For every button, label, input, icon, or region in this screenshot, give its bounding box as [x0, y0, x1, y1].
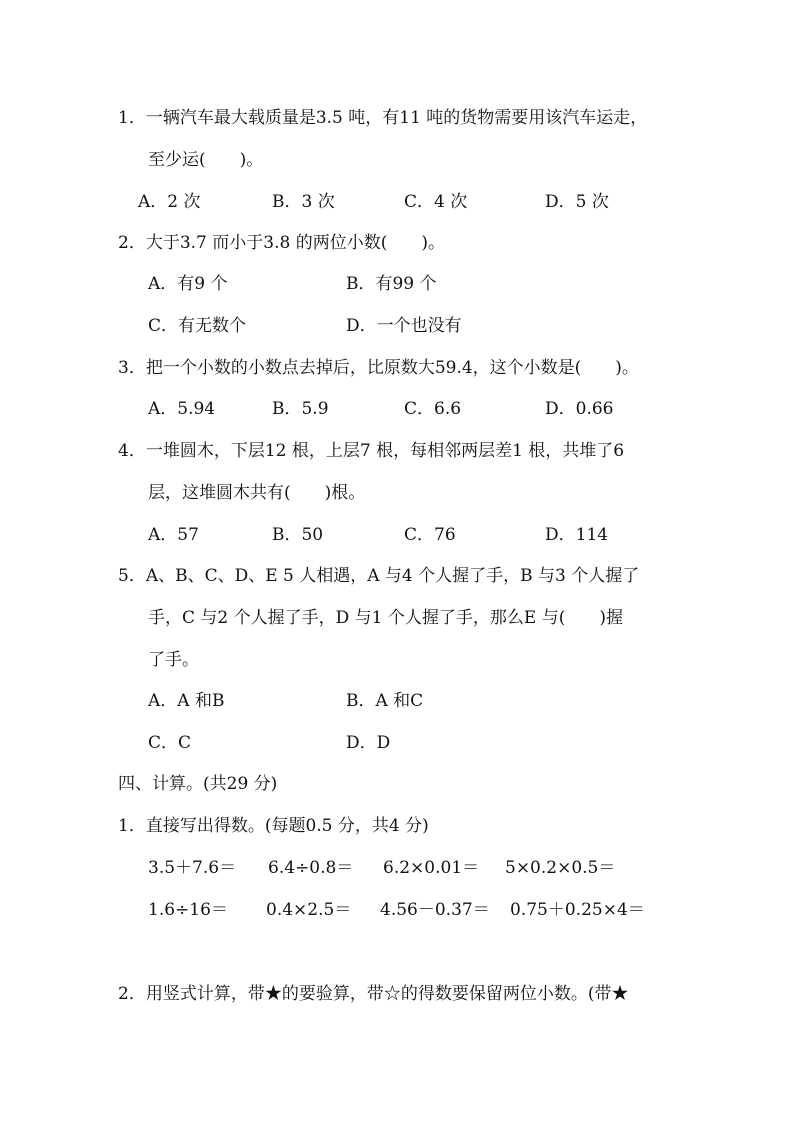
section-4-sub1-title: 1．直接写出得数。(每题0.5 分，共4 分) — [118, 816, 429, 836]
q5-stem-line2: 手，C 与2 个人握了手，D 与1 个人握了手，那么E 与( )握 — [148, 608, 623, 628]
calc-item: 6.2×0.01＝ — [383, 858, 480, 878]
q4-option-c: C．76 — [404, 525, 456, 545]
calc-item: 0.4×2.5＝ — [266, 900, 352, 920]
q5-stem-line1: 5．A、B、C、D、E 5 人相遇，A 与4 个人握了手，B 与3 个人握了 — [118, 566, 640, 586]
q4-option-a: A．57 — [148, 525, 199, 545]
q1-option-a: A．2 次 — [138, 192, 201, 212]
calc-item: 0.75＋0.25×4＝ — [510, 900, 645, 920]
q2-option-b: B．有99 个 — [346, 274, 437, 294]
calc-item: 6.4÷0.8＝ — [268, 858, 354, 878]
q4-stem-line2: 层，这堆圆木共有( )根。 — [148, 483, 366, 503]
calc-item: 5×0.2×0.5＝ — [505, 858, 616, 878]
q1-option-d: D．5 次 — [545, 192, 609, 212]
q3-option-a: A．5.94 — [148, 399, 216, 419]
q4-option-b: B．50 — [272, 525, 324, 545]
q4-stem-line1: 4．一堆圆木，下层12 根，上层7 根，每相邻两层差1 根，共堆了6 — [118, 441, 625, 461]
q5-option-c: C．C — [148, 733, 192, 753]
section-4-sub2-title: 2．用竖式计算，带★的要验算，带☆的得数要保留两位小数。(带★ — [118, 984, 629, 1004]
q3-stem-line1: 3．把一个小数的小数点去掉后，比原数大59.4，这个小数是( )。 — [118, 358, 639, 378]
q1-option-b: B．3 次 — [272, 192, 335, 212]
q5-stem-line3: 了手。 — [148, 650, 199, 670]
calc-item: 1.6÷16＝ — [148, 900, 228, 920]
q5-option-d: D．D — [346, 733, 391, 753]
q1-option-c: C．4 次 — [404, 192, 468, 212]
q5-option-a: A．A 和B — [148, 691, 225, 711]
q2-option-c: C．有无数个 — [148, 316, 247, 336]
q4-option-d: D．114 — [545, 525, 609, 545]
q3-option-c: C．6.6 — [404, 399, 462, 419]
q3-option-b: B．5.9 — [272, 399, 329, 419]
calc-item: 3.5＋7.6＝ — [148, 858, 237, 878]
q5-option-b: B．A 和C — [346, 691, 424, 711]
q2-option-d: D．一个也没有 — [346, 316, 462, 336]
q2-option-a: A．有9 个 — [148, 274, 228, 294]
section-4-heading: 四、计算。(共29 分) — [118, 774, 278, 794]
q1-stem-line2: 至少运( )。 — [148, 150, 264, 170]
q2-stem-line1: 2．大于3.7 而小于3.8 的两位小数( )。 — [118, 233, 445, 253]
q1-stem-line1: 1．一辆汽车最大载质量是3.5 吨，有11 吨的货物需要用该汽车运走， — [118, 108, 648, 128]
q3-option-d: D．0.66 — [545, 399, 614, 419]
calc-item: 4.56－0.37＝ — [380, 900, 490, 920]
